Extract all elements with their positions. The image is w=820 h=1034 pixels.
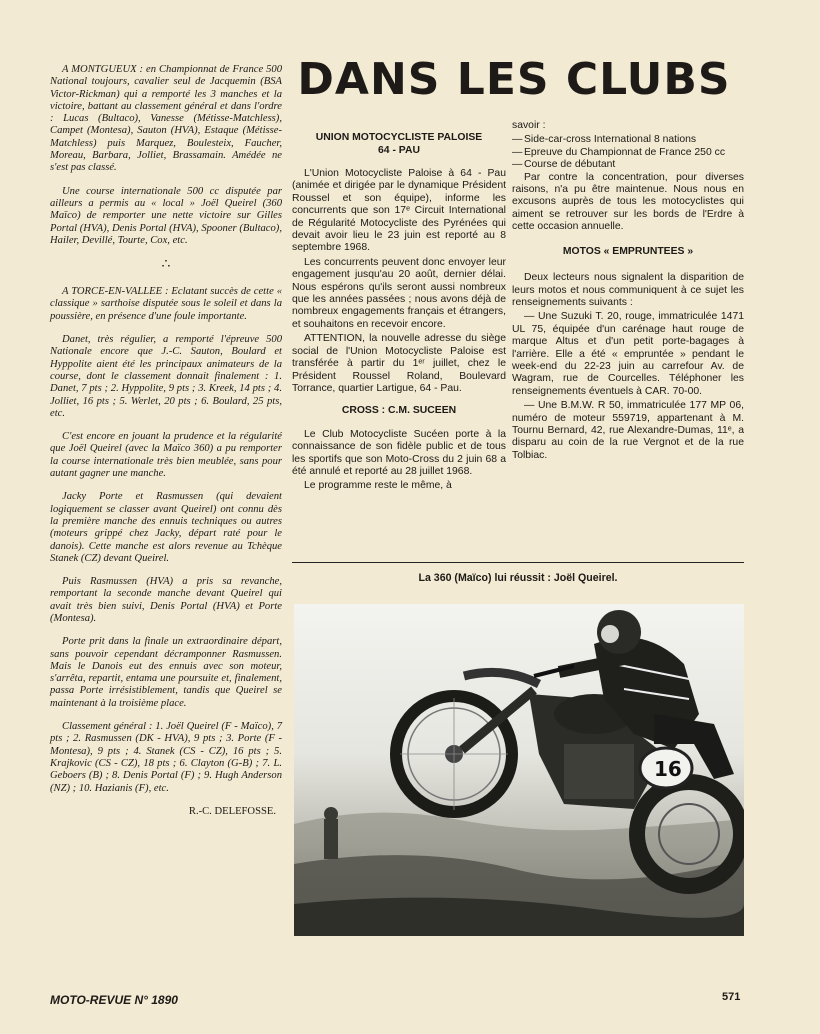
right-paragraph-2: Deux lecteurs nous signalent la disparition de leurs motos et nous communiquent à ce sujet les renseignements suivants :	[512, 272, 744, 308]
list-item	[512, 159, 744, 171]
list-item	[512, 147, 744, 159]
right-paragraph-3: — Une Suzuki T. 20, rouge, immatriculée 1471 UL 75, équipée d'un carénage haut rouge de marque Altus et d'un petit porte-bagages à l'arrière. Elle a été « empruntée » pendant le week-end du 22-23 juin au carrefour Av. de Wagram, rue de Courcelles. Téléphoner les renseignements éventuels à CAR. 70-00.	[512, 311, 744, 397]
left-paragraph-4: Danet, très régulier, a remporté l'épreuve 500 Nationale encore que J.-C. Sauton, Boulard et Hyppolite aient été les principaux animateurs de la course, dont le classement donnait finalement : 1. Danet, 7 pts ; 2. Hyppolite, 9 pts ; 3. Kreek, 14 pts ; 4. Jolliet, 16 pts ; 5. Werlet, 20 pts ; 6. Boulard, 25 pts, etc.	[50, 334, 282, 419]
motocross-photo	[294, 604, 744, 936]
right-paragraph-1: Par contre la concentration, pour diverses raisons, n'a pu être maintenue. Nous nous en excusons auprès de tous les motocyclistes qui aiment se retrouver sur les bords de l'Erdre à cette occasion annuelle.	[512, 171, 744, 233]
section-heading-motos-empruntees: MOTOS « EMPRUNTEES »	[562, 245, 694, 257]
list-dash: —	[512, 146, 523, 158]
magazine-issue: MOTO-REVUE N° 1890	[50, 993, 178, 1007]
mid-paragraph-4: Le Club Motocycliste Sucéen porte à la connaissance de son fidèle public et de tous les sportifs que son Moto-Cross du 2 juin 68 a été annulé et reporté au 28 juillet 1968.	[292, 428, 506, 478]
page-number: 571	[722, 991, 741, 1003]
middle-column	[292, 132, 506, 495]
separator-mark: ∴	[161, 257, 171, 273]
motocross-rider-illustration	[294, 604, 744, 936]
left-paragraph-5: C'est encore en jouant la prudence et la régularité que Joël Queirel (avec la Maïco 360) a pu remporter la course internationale très bien meublée, sans pour autant gagner une manche.	[50, 431, 282, 480]
left-column	[50, 64, 282, 818]
section-heading-line-2: 64 - PAU	[378, 144, 420, 156]
page-title: DANS LES CLUBS	[297, 54, 731, 105]
section-heading-cross: CROSS : C.M. SUCEEN	[341, 405, 457, 417]
right-paragraph-4: — Une B.M.W. R 50, immatriculée 177 MP 06, numéro de moteur 559719, appartenant à M. Tournu Bernard, 42, rue Alexandre-Dumas, 11ᵉ, a disparu au coin de la rue Vergnot et de la rue Tolbiac.	[512, 400, 744, 461]
right-column	[512, 120, 744, 464]
list-item-text: Side-car-cross International 8 nations	[524, 134, 697, 146]
list-dash: —	[512, 134, 523, 146]
left-paragraph-3: A TORCE-EN-VALLEE : Eclatant succès de cette « classique » sarthoise disputée sous le soleil et dans la poussière, en présence d'une foule importante.	[50, 286, 282, 322]
mid-paragraph-3: ATTENTION, la nouvelle adresse du siège social de l'Union Motocycliste Paloise est transférée à partir du 1ᵉʳ juillet, chez le Président Roussel Roland, Boulevard Torrance, quartier Lartigue, 64 - Pau.	[292, 333, 506, 394]
mid-paragraph-1: L'Union Motocycliste Paloise à 64 - Pau (animée et dirigée par le dynamique Président Roussel et son équipe), informe les concurrents que son 17ᵉ Circuit International de Régularité Motocycliste des Pyrénées qui devait avoir lieu le 23 juin est reporté au 8 septembre 1968.	[292, 168, 506, 254]
right-intro: savoir :	[512, 120, 546, 131]
left-paragraph-9: Classement général : 1. Joël Queirel (F - Maïco), 7 pts ; 2. Rasmussen (DK - HVA), 9 pts ; 3. Porte (F - Montesa), 9 pts ; 4. Stanek (CS - CZ), 16 pts ; 5. Krajkovic (CS - CZ), 18 pts ; 6. Clayton (G-B) ; 7. L. Geboers (B) ; 8. Denis Portal (F) ; 9. Hugh Anderson (NZ) ; 10. Hazianis (F), etc.	[50, 721, 282, 794]
left-paragraph-7: Puis Rasmussen (HVA) a pris sa revanche, remportant la seconde manche devant Queirel qui avait très bien suivi, Denis Portal (HVA) et Porte (Montesa).	[50, 576, 282, 624]
photo-caption: La 360 (Maïco) lui réussit : Joël Queirel.	[418, 572, 618, 584]
left-paragraph-2: Une course internationale 500 cc disputée par ailleurs a permis au « local » Joël Queirel (360 Maïco) de remporter une nette victoire sur Gilles Portal (HVA), Denis Portal (HVA), Spooner (Bultaco), Hailer, Devillé, Tourte, Cox, etc.	[50, 185, 282, 246]
left-paragraph-8: Porte prit dans la finale un extraordinaire départ, sans pouvoir cependant décramponner Rasmussen. Mais le Danois eut des ennuis avec son moteur, s'arrêta, repartit, entama une poursuite et, finalement, passa Porte irrésistiblement, tandis que Queirel se maintenant à la troisième place.	[50, 636, 282, 709]
section-heading-union-paloise	[292, 132, 506, 157]
mid-paragraph-2: Les concurrents peuvent donc envoyer leur engagement jusqu'au 20 août, dernier délai. Nous espérons qu'ils seront aussi nombreux que les années passées ; nous avons déjà de nombreux engagements français et étrangers, et souhaitons en recevoir encore.	[292, 256, 506, 330]
list-item-text: Epreuve du Championnat de France 250 cc	[524, 146, 726, 158]
mid-paragraph-5: Le programme reste le même, à	[304, 480, 452, 492]
author-signature: R.-C. DELEFOSSE.	[188, 805, 276, 817]
left-paragraph-6: Jacky Porte et Rasmussen (qui devaient logiquement se classer avant Queirel) ont connu dès la première manche des ennuis techniques ou autres (moteurs grippé chez Jacky, départ raté pour le danois). Cette manche est alors revenue au Tchèque Stanek (CZ) devant Queirel.	[50, 491, 282, 564]
list-dash: —	[512, 159, 523, 171]
list-item	[512, 134, 744, 146]
photo-divider	[292, 562, 744, 563]
left-paragraph-1: A MONTGUEUX : en Championnat de France 500 National toujours, cavalier seul de Jacquemin (BSA Victor-Rickman) qui a remporté les 3 manches et la victoire, battant au classement général et dans l'ordre : Lucas (Bultaco), Vanesse (Métisse-Matchless), Campet (Montesa), Sauton (HVA), Estaque (Métisse-Matchless) puis Marquez, Boulesteix, Faucher, Moreau, Barbara, Jolliet, Brassamain. Amédée ne s'est pas classé.	[50, 64, 282, 174]
race-number: 16	[654, 757, 682, 781]
list-item-text: Course de débutant	[524, 159, 616, 171]
program-list	[512, 134, 744, 171]
section-heading-line-1: UNION MOTOCYCLISTE PALOISE	[315, 132, 483, 143]
